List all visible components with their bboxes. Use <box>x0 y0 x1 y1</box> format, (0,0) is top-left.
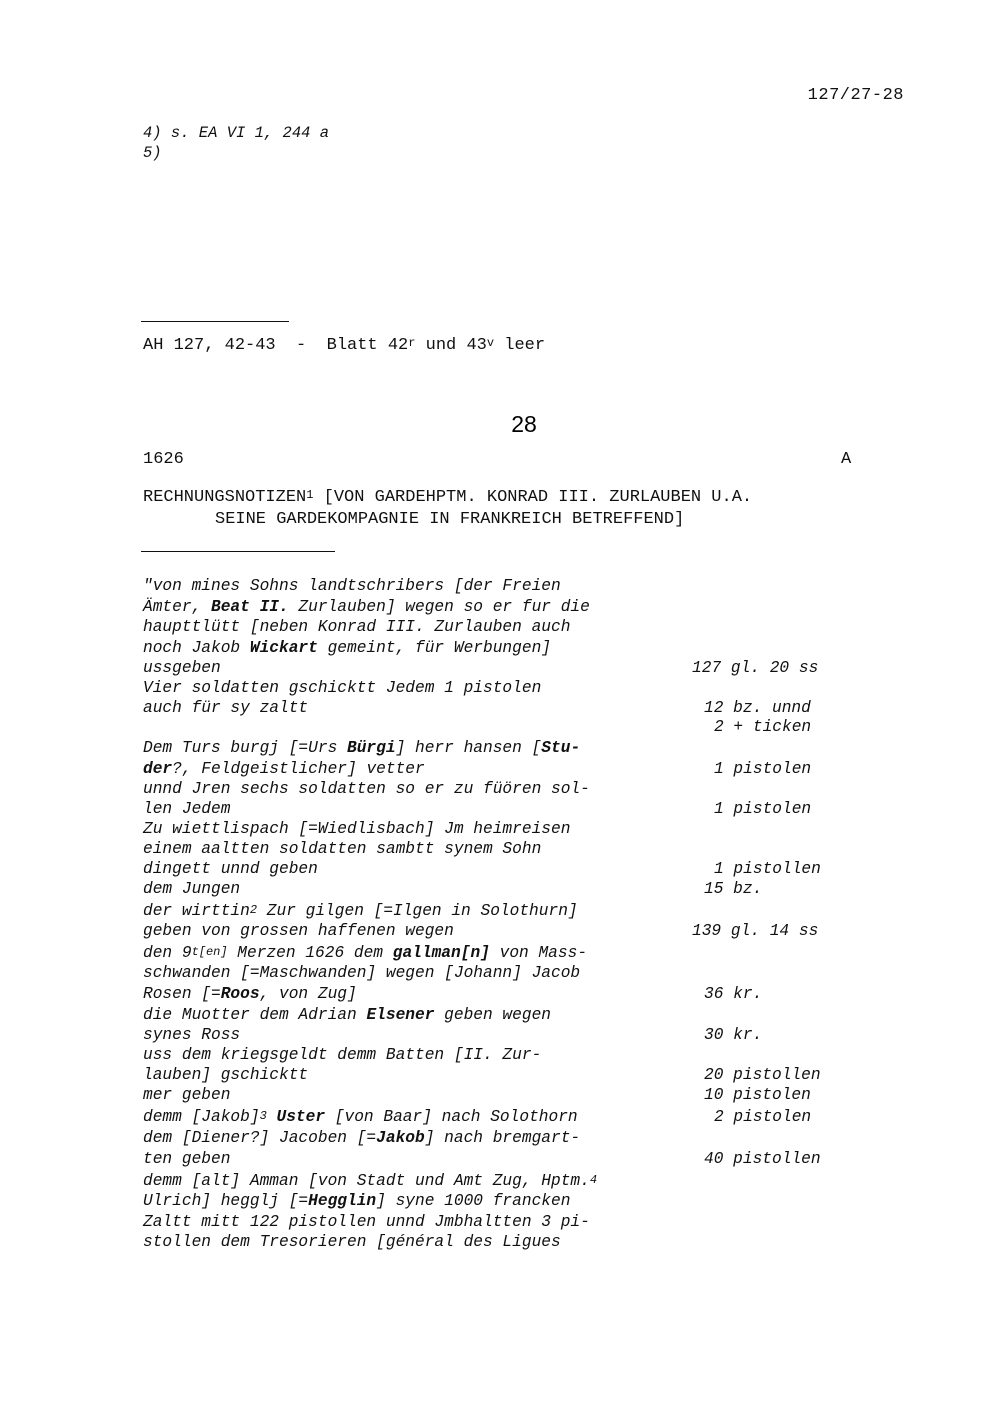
amount-entry: 40 pistollen <box>704 1150 821 1168</box>
document-year: 1626 <box>143 450 184 469</box>
text-line: dingett unnd geben <box>143 860 318 878</box>
text-line: auch für sy zaltt <box>143 699 309 717</box>
text-line: synes Ross <box>143 1026 241 1044</box>
amount-entry: 127 gl. 20 ss <box>692 659 819 677</box>
footnote-4: 4) s. EA VI 1, 244 a <box>143 124 330 142</box>
amount-entry: 10 pistolen <box>704 1086 811 1104</box>
separator-rule <box>141 321 289 322</box>
document-heading: RECHNUNGSNOTIZEN$^1$ [VON GARDEHPTM. KONRAD III. ZURLAUBEN U.A. SEINE GARDEKOMPAGNIE IN FRANKREICH BETREFFEND] <box>143 488 753 529</box>
text-line: unnd Jren sechs soldatten so er zu füören sol- <box>143 780 590 798</box>
amount-entry: 1 pistolen <box>714 760 812 778</box>
text-line: uss dem kriegsgeldt demm Batten [II. Zur- <box>143 1046 542 1064</box>
text-line: ten geben <box>143 1150 231 1168</box>
amount-entry: 15 bz. <box>704 880 763 898</box>
amount-entry: 1 pistollen <box>714 860 821 878</box>
amount-entry: 139 gl. 14 ss <box>692 922 819 940</box>
text-line: mer geben <box>143 1086 231 1104</box>
text-line: Ämter, Beat II. Zurlauben] wegen so er fur die <box>143 598 590 616</box>
archive-reference: AH 127, 42-43 - Blatt 42$^r$ und 43$^v$ leer <box>143 336 546 355</box>
separator-rule <box>141 551 335 552</box>
text-line: der wirttin$^2$ Zur gilgen [=Ilgen in Solothurn] <box>143 902 578 920</box>
text-line: len Jedem <box>143 800 231 818</box>
text-line: dem [Diener?] Jacoben [=Jakob] nach bremgart- <box>143 1129 581 1147</box>
text-line: ussgeben <box>143 659 221 677</box>
text-line: noch Jakob Wickart gemeint, für Werbungen] <box>143 639 551 657</box>
text-line: demm [alt] Amman [von Stadt und Amt Zug, Hptm.$^4$ <box>143 1172 598 1190</box>
amount-entry: 2 pistolen <box>714 1108 812 1126</box>
text-line: Zaltt mitt 122 pistollen unnd Jmbhaltten 3 pi- <box>143 1213 590 1231</box>
text-line: stollen dem Tresorieren [général des Ligues <box>143 1233 561 1251</box>
text-line: dem Jungen <box>143 880 241 898</box>
amount-entry: 2 + ticken <box>714 718 812 736</box>
text-line: Rosen [=Roos, von Zug] <box>143 985 357 1003</box>
footnote-5: 5) <box>143 144 162 162</box>
text-line: Vier soldatten gschicktt Jedem 1 pistolen <box>143 679 542 697</box>
amount-entry: 20 pistollen <box>704 1066 821 1084</box>
amount-entry: 36 kr. <box>704 985 763 1003</box>
amount-entry: 12 bz. unnd <box>704 699 811 717</box>
text-line: Ulrich] hegglj [=Hegglin] syne 1000 francken <box>143 1192 571 1210</box>
text-line: demm [Jakob]$^3$ Uster [von Baar] nach Solothorn <box>143 1108 578 1126</box>
text-line: einem aaltten soldatten sambtt synem Sohn <box>143 840 542 858</box>
text-line: lauben] gschicktt <box>143 1066 309 1084</box>
amount-entry: 1 pistolen <box>714 800 812 818</box>
page-number: 127/27-28 <box>807 86 904 105</box>
text-line: Zu wiettlispach [=Wiedlisbach] Jm heimreisen <box>143 820 571 838</box>
text-line: "von mines Sohns landtschribers [der Freien <box>143 577 561 595</box>
amount-entry: 30 kr. <box>704 1026 763 1044</box>
text-line: der?, Feldgeistlicher] vetter <box>143 760 425 778</box>
document-number: 28 <box>511 411 537 437</box>
text-line: geben von grossen haffenen wegen <box>143 922 454 940</box>
text-line: Dem Turs burgj [=Urs Bürgi] herr hansen [Stu- <box>143 739 581 757</box>
document-letter: A <box>841 450 852 469</box>
text-line: haupttlütt [neben Konrad III. Zurlauben auch <box>143 618 571 636</box>
text-line: den $9^{t[en]}$ Merzen 1626 dem gallman[n] von Mass- <box>143 944 588 962</box>
text-line: die Muotter dem Adrian Elsener geben wegen <box>143 1006 552 1024</box>
text-line: schwanden [=Maschwanden] wegen [Johann] Jacob <box>143 964 581 982</box>
